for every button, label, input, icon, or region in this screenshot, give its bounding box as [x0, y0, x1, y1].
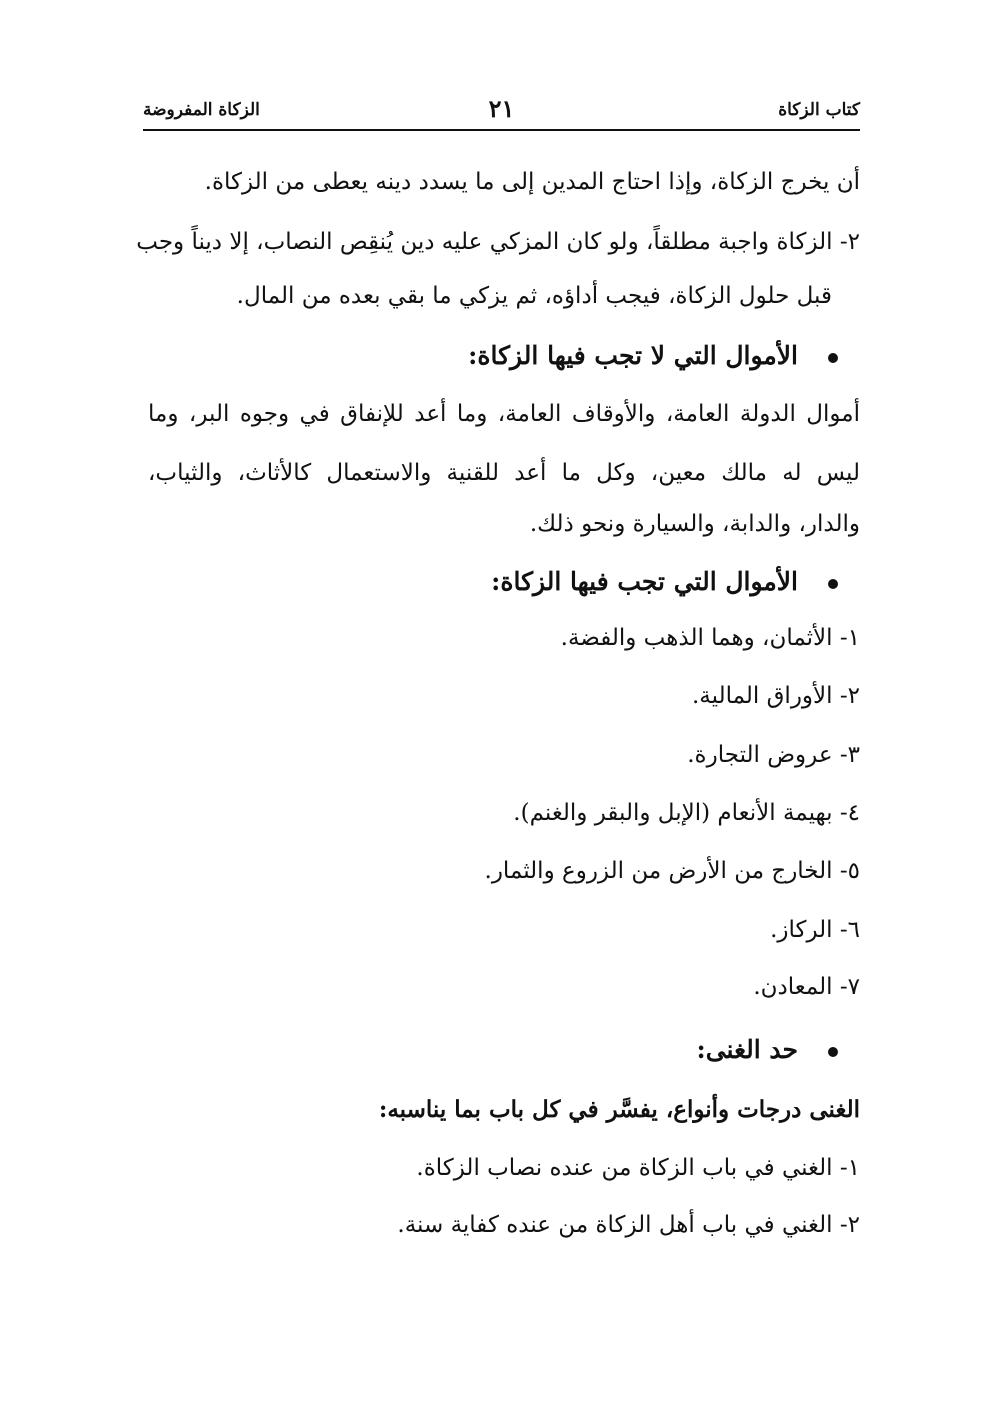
- list-item: ٧- المعادن.: [753, 974, 860, 1000]
- list-item: ٢- الغني في باب أهل الزكاة من عنده كفاية سنة.: [397, 1212, 860, 1238]
- list-item: ١- الأثمان، وهما الذهب والفضة.: [560, 625, 860, 651]
- paragraph-line: أموال الدولة العامة، والأوقاف العامة، وما أعد للإنفاق في وجوه البر، وما: [148, 401, 860, 427]
- page-header: [143, 92, 860, 132]
- list-item: ٢- الأوراق المالية.: [691, 683, 860, 709]
- list-item: ٥- الخارج من الأرض من الزروع والثمار.: [484, 858, 860, 884]
- chapter-title: الزكاة المفروضة: [143, 100, 260, 120]
- page-number: ٢١: [488, 94, 515, 123]
- section-heading: [148, 562, 860, 602]
- bullet-icon: [828, 579, 838, 589]
- list-item: ٤- بهيمة الأنعام (الإبل والبقر والغنم).: [513, 800, 860, 826]
- heading-text: حد الغنى:: [696, 1035, 798, 1064]
- list-item: ٣- عروض التجارة.: [687, 742, 860, 768]
- book-title: كتاب الزكاة: [778, 100, 860, 120]
- section-heading: [148, 1030, 860, 1070]
- paragraph-line: ليس له مالك معين، وكل ما أعد للقنية والاستعمال كالأثاث، والثياب،: [148, 460, 860, 486]
- paragraph-line: قبل حلول الزكاة، فيجب أداؤه، ثم يزكي ما بقي بعده من المال.: [236, 283, 832, 309]
- header-divider: [143, 129, 860, 131]
- heading-text: الأموال التي لا تجب فيها الزكاة:: [468, 341, 798, 370]
- list-item: ٦- الركاز.: [770, 917, 860, 943]
- list-item: ١- الغني في باب الزكاة من عنده نصاب الزكاة.: [416, 1155, 860, 1181]
- heading-text: الأموال التي تجب فيها الزكاة:: [491, 567, 798, 596]
- bullet-icon: [828, 1047, 838, 1057]
- paragraph-line: الغنى درجات وأنواع، يفسَّر في كل باب بما يناسبه:: [378, 1096, 860, 1123]
- paragraph-line: والدار، والدابة، والسيارة ونحو ذلك.: [529, 511, 860, 537]
- section-heading: [148, 336, 860, 376]
- paragraph-line: ٢- الزكاة واجبة مطلقاً، ولو كان المزكي عليه دين يُنقِص النصاب، إلا ديناً وجب: [136, 229, 860, 255]
- bullet-icon: [828, 353, 838, 363]
- paragraph-line: أن يخرج الزكاة، وإذا احتاج المدين إلى ما يسدد دينه يعطى من الزكاة.: [204, 169, 860, 195]
